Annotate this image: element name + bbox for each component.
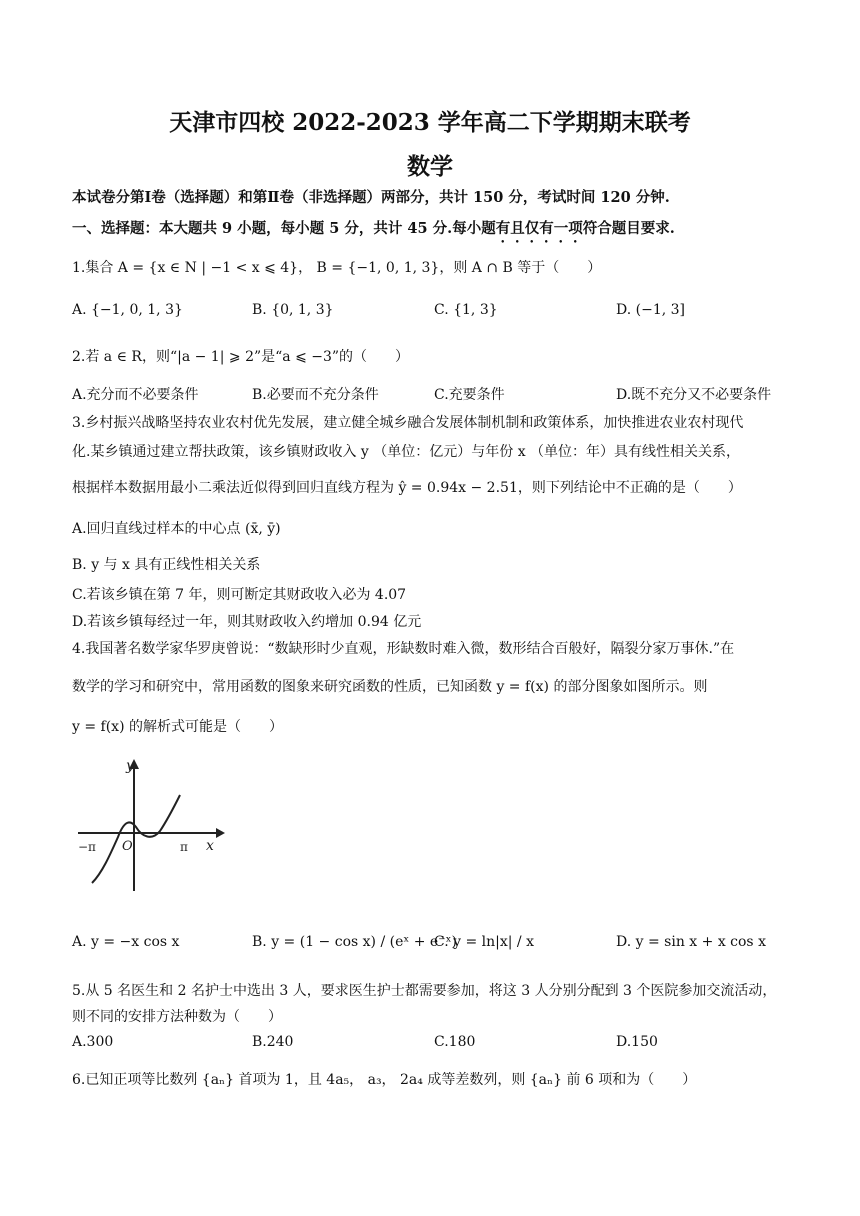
intro-line-2 <box>72 217 675 246</box>
q2-option-c: C.充要条件 <box>434 387 505 403</box>
q3-option-b: B. y 与 x 具有正线性相关关系 <box>72 557 261 573</box>
q6-stem: 6.已知正项等比数列 {aₙ} 首项为 1，且 4a₅， a₃， 2a₄ 成等差数列，则 {aₙ} 前 6 项和为（ ） <box>72 1072 697 1088</box>
function-graph <box>76 755 226 895</box>
intro-line-1: 本试卷分第Ⅰ卷（选择题）和第Ⅱ卷（非选择题）两部分，共计 150 分，考试时间 120 分钟. <box>72 189 670 206</box>
q4-line-2: 数学的学习和研究中，常用函数的图象来研究函数的性质，已知函数 y = f(x) 的部分图象如图所示。则 <box>72 679 708 695</box>
graph-left-label: −π <box>78 840 96 854</box>
q1-option-d: D. (−1, 3] <box>616 302 685 318</box>
q3-option-a: A.回归直线过样本的中心点 (x̄, ȳ) <box>72 521 281 537</box>
q3-line-1: 3.乡村振兴战略坚持农业农村优先发展，建立健全城乡融合发展体制机制和政策体系，加快推进农业农村现代 <box>72 415 744 431</box>
exam-title: 天津市四校 2022-2023 学年高二下学期期末联考 <box>169 109 691 136</box>
q1-option-a: A. {−1, 0, 1, 3} <box>72 302 183 318</box>
q1-option-b: B. {0, 1, 3} <box>252 302 334 318</box>
q1-option-c: C. {1, 3} <box>434 302 498 318</box>
q4-line-1: 4.我国著名数学家华罗庚曾说：“数缺形时少直观，形缺数时难入微，数形结合百般好，隔裂分家万事休.”在 <box>72 641 735 657</box>
intro-line-2-emphasis: 有且仅有一项 <box>495 220 583 237</box>
q3-option-d: D.若该乡镇每经过一年，则其财政收入约增加 0.94 亿元 <box>72 614 422 630</box>
q3-option-c: C.若该乡镇在第 7 年，则可断定其财政收入必为 4.07 <box>72 587 407 603</box>
q2-option-d: D.既不充分又不必要条件 <box>616 387 772 403</box>
q4-option-d: D. y = sin x + x cos x <box>616 934 766 950</box>
q5-line-1: 5.从 5 名医生和 2 名护士中选出 3 人，要求医生护士都需要参加，将这 3 人分别分配到 3 个医院参加交流活动， <box>72 983 777 999</box>
q2-stem: 2.若 a ∈ R，则“|a − 1| ⩾ 2”是“a ⩽ −3”的（ ） <box>72 349 410 365</box>
q2-option-a: A.充分而不必要条件 <box>72 387 199 403</box>
x-axis-arrow-icon <box>216 828 225 838</box>
intro-line-2-prefix: 一、选择题：本大题共 9 小题，每小题 5 分，共计 45 分.每小题 <box>72 220 496 237</box>
graph-origin-label: O <box>122 839 133 854</box>
graph-right-label: π <box>180 840 188 854</box>
q5-option-d: D.150 <box>616 1034 658 1050</box>
q3-line-2: 化.某乡镇通过建立帮扶政策，该乡镇财政收入 y （单位：亿元）与年份 x （单位：年）具有线性相关关系， <box>72 444 741 460</box>
q1-stem: 1.集合 A = {x ∈ N | −1 < x ⩽ 4}， B = {−1, 0, 1, 3}，则 A ∩ B 等于（ ） <box>72 260 602 276</box>
q4-option-a: A. y = −x cos x <box>72 934 180 950</box>
q2-option-b: B.必要而不充分条件 <box>252 387 379 403</box>
q4-option-b: B. y = (1 − cos x) / (eˣ + e⁻ˣ) <box>252 934 457 950</box>
graph-x-label: x <box>206 838 214 854</box>
q4-option-c: C. y = ln|x| / x <box>434 934 534 950</box>
q5-option-c: C.180 <box>434 1034 476 1050</box>
q4-line-3: y = f(x) 的解析式可能是（ ） <box>72 719 283 735</box>
q5-option-a: A.300 <box>72 1034 114 1050</box>
intro-line-2-suffix: 符合题目要求. <box>582 220 675 237</box>
q3-line-3: 根据样本数据用最小二乘法近似得到回归直线方程为 ŷ = 0.94x − 2.51，则下列结论中不正确的是（ ） <box>72 480 742 496</box>
q5-option-b: B.240 <box>252 1034 294 1050</box>
subject-title: 数学 <box>407 153 453 180</box>
graph-y-label: y <box>126 758 134 774</box>
function-curve <box>92 795 180 883</box>
q5-line-2: 则不同的安排方法种数为（ ） <box>72 1009 282 1025</box>
